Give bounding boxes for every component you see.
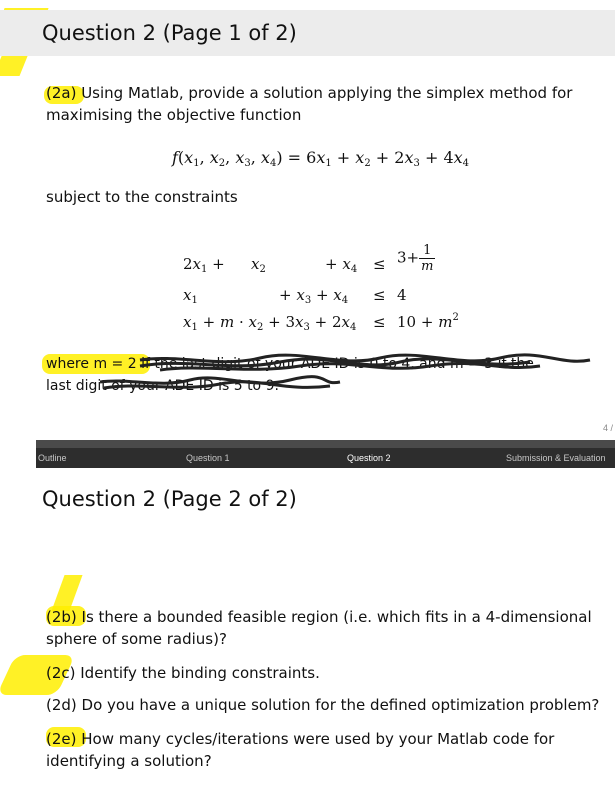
q2b-line-1: (2b) Is there a bounded feasible region (i.e. which fits in a 4-dimensional xyxy=(46,608,592,626)
nav-item-question-2[interactable]: Question 2 xyxy=(347,453,391,463)
page-number: 4 / xyxy=(602,423,613,433)
q2c-text: (2c) Identify the binding constraints. xyxy=(46,664,320,682)
nav-item-outline[interactable]: Outline xyxy=(38,453,67,463)
page2-title: Question 2 (Page 2 of 2) xyxy=(0,476,615,522)
nav-item-question-1[interactable]: Question 1 xyxy=(186,453,230,463)
nav-item-submission[interactable]: Submission & Evaluation xyxy=(506,453,606,463)
scribble-redaction xyxy=(100,352,600,400)
nav-bar-top xyxy=(36,440,615,448)
q2e-line-1: (2e) How many cycles/iterations were used by your Matlab code for xyxy=(46,730,555,748)
q2b-text xyxy=(46,606,592,650)
q2b-line-2: sphere of some radius)? xyxy=(46,630,227,648)
subject-to-text: subject to the constraints xyxy=(46,188,238,206)
page1-title: Question 2 (Page 1 of 2) xyxy=(0,10,615,56)
where-line-1: where m = 2 if the last digit of your ADE ID is 0 to 4, and m = 3 if the xyxy=(46,356,534,372)
q2a-line-1: (2a) Using Matlab, provide a solution applying the simplex method for xyxy=(46,84,573,102)
q2a-line-2: maximising the objective function xyxy=(46,106,302,124)
section-nav xyxy=(36,448,615,468)
objective-function: $f(x_1$, $x_2$, $x_3$, $x_4) = 6x_1 + x_2 + 2x_3 + 4x_4$ xyxy=(172,148,470,169)
q2a-text xyxy=(46,82,572,126)
q2e-line-2: identifying a solution? xyxy=(46,752,212,770)
q2e-text xyxy=(46,728,554,772)
where-line-2: last digit of your ADE ID is 5 to 9. xyxy=(46,378,279,394)
q2d-text: (2d) Do you have a unique solution for the defined optimization problem? xyxy=(46,696,600,714)
